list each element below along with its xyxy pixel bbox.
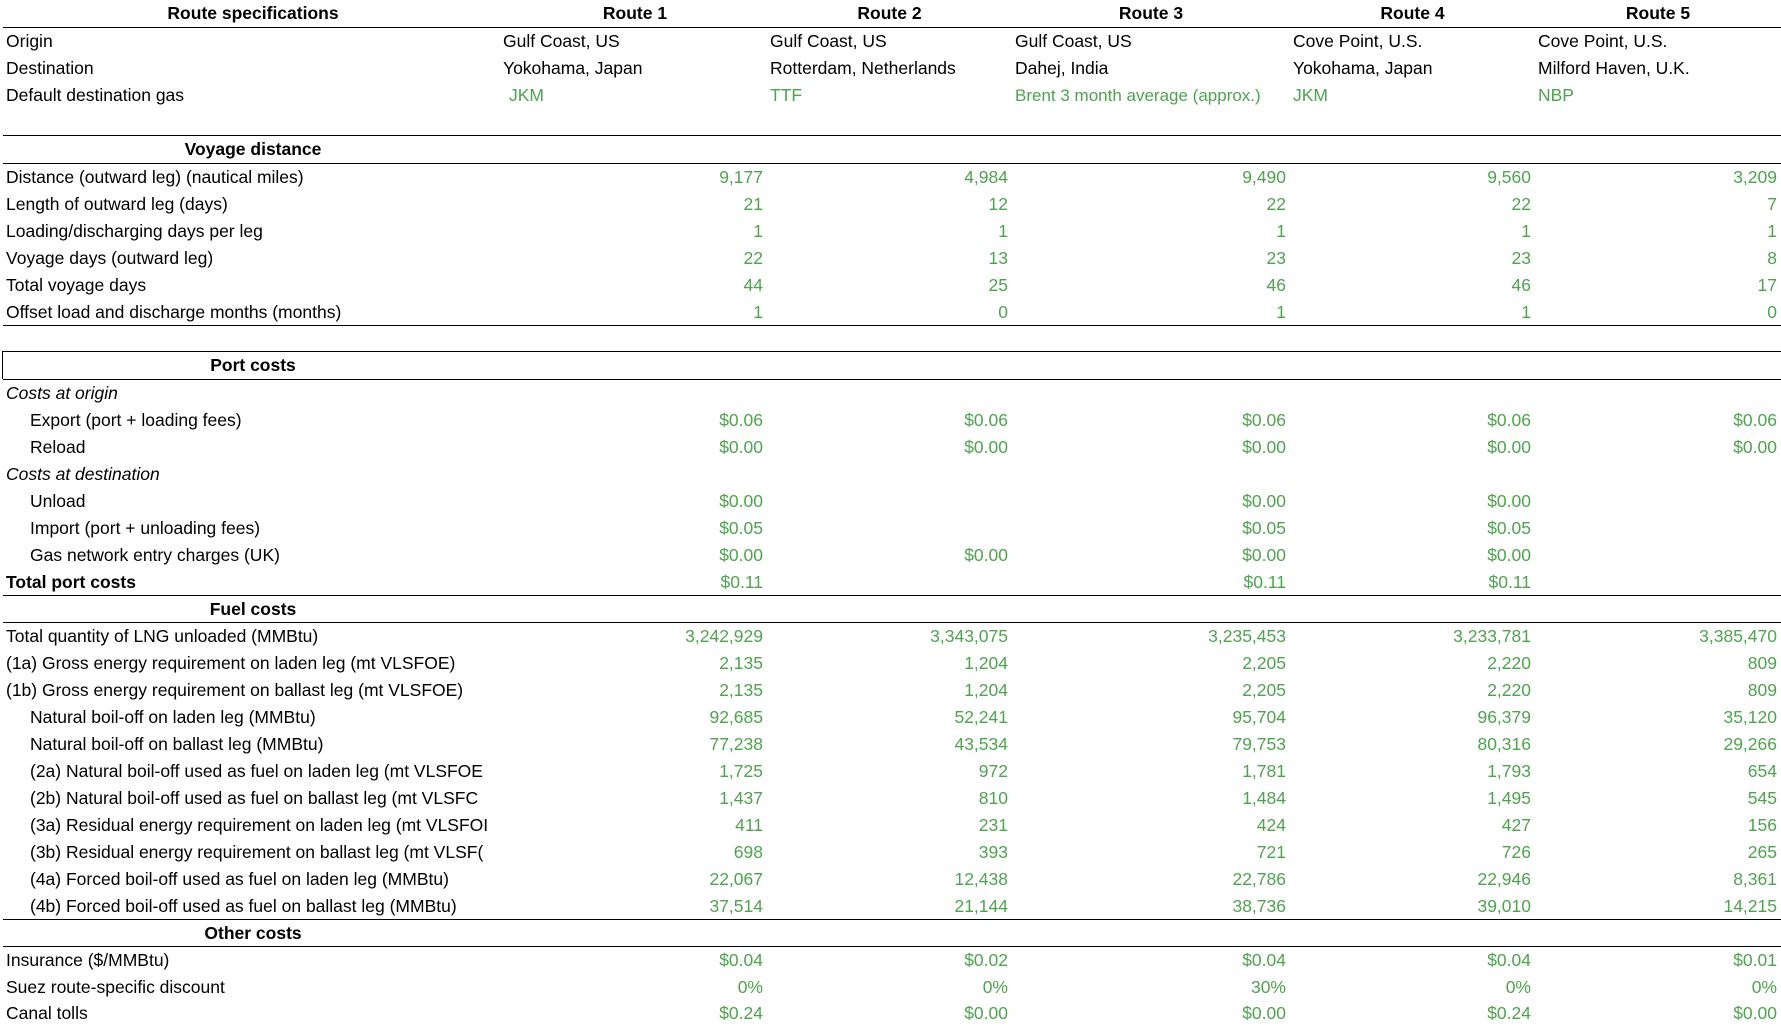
port-row — [3, 515, 1781, 542]
voyage-section-title[interactable]: Voyage distance — [184, 139, 322, 159]
cell[interactable]: 427 — [1501, 815, 1531, 835]
cell[interactable]: $0.02 — [964, 950, 1008, 970]
cell[interactable]: 14,215 — [1723, 896, 1777, 916]
port-section-title[interactable]: Port costs — [210, 355, 296, 375]
cell[interactable]: 2,135 — [719, 653, 763, 673]
cell[interactable]: 0% — [1751, 977, 1777, 997]
cell[interactable]: 23 — [1511, 248, 1531, 268]
cell[interactable]: 2,135 — [719, 680, 763, 700]
cell[interactable]: $0.00 — [1242, 437, 1286, 457]
cell[interactable]: 972 — [978, 761, 1008, 781]
cell[interactable]: $0.04 — [1487, 950, 1531, 970]
cell[interactable]: 1,204 — [964, 680, 1008, 700]
cell[interactable] — [1535, 488, 1781, 515]
cell[interactable]: 1,725 — [719, 761, 763, 781]
cell[interactable]: $0.06 — [964, 410, 1008, 430]
cell[interactable]: 7 — [1767, 194, 1777, 214]
cell[interactable]: 1 — [1521, 302, 1531, 322]
cell[interactable]: $0.00 — [719, 545, 763, 565]
cell[interactable]: Gulf Coast, US — [503, 31, 620, 51]
cell[interactable]: 8 — [1767, 248, 1777, 268]
port-row — [3, 488, 1781, 515]
cell[interactable]: 654 — [1747, 761, 1777, 781]
other-section-title[interactable]: Other costs — [204, 923, 302, 943]
voyage-row — [3, 272, 1781, 299]
row-label[interactable]: Total quantity of LNG unloaded (MMBtu) — [6, 626, 319, 646]
fuel-section-title-row — [3, 596, 1781, 623]
voyage-bottom-rule — [3, 325, 1781, 326]
row-label[interactable]: Unload — [30, 491, 86, 511]
row-label[interactable]: (4b) Forced boil-off used as fuel on ballast leg (MMBtu) — [30, 896, 457, 916]
row-label[interactable]: Origin — [6, 31, 53, 51]
cell[interactable]: 1,495 — [1487, 788, 1531, 808]
cell[interactable]: 726 — [1501, 842, 1531, 862]
route-specifications-header[interactable]: Route specifications — [167, 3, 339, 23]
row-label[interactable]: Length of outward leg (days) — [6, 194, 228, 214]
cell[interactable]: 4,984 — [964, 167, 1008, 187]
row-label[interactable]: Voyage days (outward leg) — [6, 248, 214, 268]
fuel-row — [3, 650, 1781, 677]
port-row — [3, 542, 1781, 569]
voyage-row — [3, 299, 1781, 326]
fuel-row — [3, 812, 1781, 839]
cell[interactable]: $0.06 — [1242, 410, 1286, 430]
cell[interactable]: $0.24 — [719, 1003, 763, 1023]
cell[interactable]: 1 — [1276, 302, 1286, 322]
port-section-title-row — [3, 352, 1781, 379]
cell[interactable]: 77,238 — [709, 734, 763, 754]
cell[interactable] — [767, 515, 1012, 542]
cell[interactable]: 1 — [1276, 221, 1286, 241]
port-row — [3, 434, 1781, 461]
total-port-costs-label[interactable]: Total port costs — [6, 572, 136, 592]
cell[interactable]: Milford Haven, U.K. — [1538, 58, 1690, 78]
cell[interactable]: 29,266 — [1723, 734, 1777, 754]
cell[interactable]: 0 — [1767, 302, 1777, 322]
fuel-row — [3, 758, 1781, 785]
cell[interactable]: 22,786 — [1232, 869, 1286, 889]
cell[interactable]: 1 — [753, 221, 763, 241]
cell[interactable]: Brent 3 month average (approx.) — [1015, 86, 1261, 105]
cell[interactable]: Yokohama, Japan — [503, 58, 643, 78]
cell[interactable]: 12 — [988, 194, 1008, 214]
cell[interactable]: $0.05 — [1487, 518, 1531, 538]
cell[interactable]: $0.06 — [719, 410, 763, 430]
cell[interactable]: 44 — [743, 275, 763, 295]
row-label[interactable]: (3b) Residual energy requirement on ballast leg (mt VLSF( — [30, 842, 484, 862]
cell[interactable]: 22 — [1511, 194, 1531, 214]
fuel-row — [3, 623, 1781, 650]
row-label[interactable]: Natural boil-off on ballast leg (MMBtu) — [30, 734, 324, 754]
cell[interactable]: 1,781 — [1242, 761, 1286, 781]
cell[interactable]: JKM — [509, 85, 544, 105]
cell[interactable]: 3,343,075 — [930, 626, 1008, 646]
cell[interactable]: 9,177 — [719, 167, 763, 187]
port-row — [3, 407, 1781, 434]
fuel-section-title[interactable]: Fuel costs — [209, 599, 297, 619]
cell[interactable]: 3,235,453 — [1208, 626, 1286, 646]
fuel-row — [3, 893, 1781, 920]
cell[interactable]: 545 — [1747, 788, 1777, 808]
row-label[interactable]: (3a) Residual energy requirement on laden leg (mt VLSFOI — [30, 815, 489, 835]
cell[interactable]: $0.04 — [1242, 950, 1286, 970]
costs-at-origin-label[interactable]: Costs at origin — [6, 383, 118, 403]
cell[interactable]: $0.00 — [719, 437, 763, 457]
cell[interactable]: 22 — [743, 248, 763, 268]
cell[interactable]: 25 — [988, 275, 1008, 295]
cell[interactable]: 37,514 — [709, 896, 763, 916]
cell[interactable]: 21 — [743, 194, 763, 214]
row-label[interactable]: Loading/discharging days per leg — [6, 221, 263, 241]
cell[interactable] — [1535, 569, 1781, 596]
cell[interactable]: Rotterdam, Netherlands — [770, 58, 956, 78]
cell[interactable]: 30% — [1250, 977, 1286, 997]
cell[interactable]: 1 — [1521, 221, 1531, 241]
route-2-header[interactable]: Route 2 — [857, 3, 922, 23]
fuel-row — [3, 704, 1781, 731]
cell[interactable]: 35,120 — [1723, 707, 1777, 727]
spec-row-default-gas — [3, 82, 1781, 109]
row-label[interactable]: Offset load and discharge months (months) — [6, 302, 342, 322]
row-label[interactable]: (1a) Gross energy requirement on laden leg (mt VLSFOE) — [6, 653, 456, 673]
cell[interactable]: Yokohama, Japan — [1293, 58, 1433, 78]
fuel-row — [3, 866, 1781, 893]
cell[interactable]: 80,316 — [1477, 734, 1531, 754]
route-1-header[interactable]: Route 1 — [602, 3, 668, 23]
costs-at-destination-label[interactable]: Costs at destination — [6, 464, 160, 484]
fuel-row — [3, 677, 1781, 704]
cell[interactable]: 0% — [737, 977, 763, 997]
cell[interactable]: $0.11 — [1243, 572, 1286, 592]
cell[interactable]: NBP — [1538, 85, 1574, 105]
cell[interactable]: $0.06 — [1733, 410, 1777, 430]
cell[interactable]: 22,946 — [1477, 869, 1531, 889]
cell[interactable]: 23 — [1266, 248, 1286, 268]
cell[interactable]: 1,204 — [964, 653, 1008, 673]
cell[interactable] — [767, 488, 1012, 515]
cell[interactable]: 46 — [1266, 275, 1286, 295]
cell[interactable]: 38,736 — [1232, 896, 1286, 916]
cell[interactable]: $0.04 — [719, 950, 763, 970]
row-label[interactable]: Destination — [6, 58, 94, 78]
row-label[interactable]: (2b) Natural boil-off used as fuel on ballast leg (mt VLSFC — [30, 788, 479, 808]
row-label[interactable]: Suez route-specific discount — [6, 977, 225, 997]
cell[interactable] — [1535, 515, 1781, 542]
cell[interactable]: Cove Point, U.S. — [1538, 31, 1668, 51]
spec-row-origin — [3, 28, 1781, 55]
cell[interactable]: 13 — [988, 248, 1008, 268]
port-dest-group-row — [3, 461, 1781, 488]
cell[interactable]: 22,067 — [709, 869, 763, 889]
row-label[interactable]: Gas network entry charges (UK) — [30, 545, 280, 565]
row-label[interactable]: (1b) Gross energy requirement on ballast leg (mt VLSFOE) — [6, 680, 464, 700]
cell[interactable]: 1,484 — [1242, 788, 1286, 808]
cell[interactable]: 393 — [978, 842, 1008, 862]
cell[interactable]: $0.05 — [719, 518, 763, 538]
voyage-row — [3, 191, 1781, 218]
cell[interactable]: Gulf Coast, US — [770, 31, 887, 51]
cell[interactable]: $0.00 — [964, 545, 1008, 565]
cell[interactable]: $0.00 — [1487, 491, 1531, 511]
cell[interactable]: $0.00 — [719, 491, 763, 511]
cell[interactable]: $0.00 — [1487, 545, 1531, 565]
cell[interactable]: Dahej, India — [1015, 58, 1109, 78]
cell[interactable]: $0.24 — [1487, 1003, 1531, 1023]
cell[interactable]: $0.11 — [720, 572, 763, 592]
cell[interactable]: 3,209 — [1733, 167, 1777, 187]
cell[interactable]: 3,233,781 — [1453, 626, 1531, 646]
route-5-header[interactable]: Route 5 — [1625, 3, 1691, 23]
cell[interactable]: $0.06 — [1487, 410, 1531, 430]
cell[interactable]: $0.00 — [1242, 545, 1286, 565]
spec-row-destination — [3, 55, 1781, 82]
row-label[interactable]: (4a) Forced boil-off used as fuel on laden leg (MMBtu) — [30, 869, 449, 889]
row-label[interactable]: Insurance ($/MMBtu) — [6, 950, 170, 970]
cell[interactable]: 3,385,470 — [1699, 626, 1777, 646]
cell[interactable]: 17 — [1757, 275, 1777, 295]
cell[interactable]: JKM — [1293, 85, 1328, 105]
cell[interactable]: 809 — [1747, 653, 1777, 673]
cell[interactable] — [767, 569, 1012, 596]
row-label[interactable]: Natural boil-off on laden leg (MMBtu) — [30, 707, 316, 727]
cell[interactable]: 156 — [1747, 815, 1777, 835]
cell[interactable]: 721 — [1256, 842, 1286, 862]
cell[interactable]: $0.11 — [1488, 572, 1531, 592]
fuel-row — [3, 839, 1781, 866]
cell[interactable]: 0% — [982, 977, 1008, 997]
header-row — [3, 0, 1781, 27]
row-label[interactable]: Default destination gas — [6, 85, 185, 105]
cell[interactable]: $0.00 — [1242, 1003, 1286, 1023]
cell[interactable]: TTF — [770, 85, 803, 105]
cell[interactable]: 9,560 — [1487, 167, 1531, 187]
cell[interactable]: 2,220 — [1487, 680, 1531, 700]
row-label[interactable]: (2a) Natural boil-off used as fuel on laden leg (mt VLSFOE — [30, 761, 483, 781]
cell[interactable]: 265 — [1747, 842, 1777, 862]
voyage-section-title-row — [3, 136, 1781, 163]
cell[interactable]: 1 — [1767, 221, 1777, 241]
voyage-row — [3, 164, 1781, 191]
cell[interactable]: Cove Point, U.S. — [1293, 31, 1423, 51]
cell[interactable]: 22 — [1266, 194, 1286, 214]
cell[interactable]: 46 — [1511, 275, 1531, 295]
cell[interactable]: $0.01 — [1733, 950, 1777, 970]
port-total-row — [3, 569, 1781, 596]
route-4-header[interactable]: Route 4 — [1380, 3, 1445, 23]
cell[interactable]: 2,205 — [1242, 680, 1286, 700]
cell[interactable]: 12,438 — [954, 869, 1008, 889]
other-row — [3, 947, 1781, 974]
cell[interactable]: 79,753 — [1232, 734, 1286, 754]
cell[interactable]: 92,685 — [709, 707, 763, 727]
cell[interactable]: 1 — [998, 221, 1008, 241]
port-origin-group-row — [3, 380, 1781, 407]
cell[interactable]: $0.00 — [1487, 437, 1531, 457]
cell[interactable]: 43,534 — [954, 734, 1008, 754]
cell[interactable]: $0.00 — [1733, 437, 1777, 457]
cell[interactable]: 411 — [735, 815, 763, 835]
other-section-title-row — [3, 920, 1781, 947]
cell[interactable]: 1,793 — [1487, 761, 1531, 781]
fuel-row — [3, 785, 1781, 812]
voyage-row — [3, 245, 1781, 272]
cell[interactable]: 1 — [753, 302, 763, 322]
cell[interactable]: $0.00 — [1733, 1003, 1777, 1023]
cell[interactable]: 39,010 — [1477, 896, 1531, 916]
fuel-row — [3, 731, 1781, 758]
other-row — [3, 974, 1781, 1001]
cell[interactable] — [1535, 542, 1781, 569]
cell[interactable]: 96,379 — [1477, 707, 1531, 727]
cell[interactable]: 21,144 — [954, 896, 1008, 916]
voyage-row — [3, 218, 1781, 245]
cell[interactable]: 424 — [1256, 815, 1286, 835]
row-label[interactable]: Export (port + loading fees) — [30, 410, 242, 430]
cell[interactable]: $0.05 — [1242, 518, 1286, 538]
cell[interactable]: 52,241 — [954, 707, 1008, 727]
row-label[interactable]: Canal tolls — [6, 1003, 88, 1023]
cell[interactable]: 95,704 — [1232, 707, 1286, 727]
cell[interactable]: 2,205 — [1242, 653, 1286, 673]
row-label[interactable]: Reload — [30, 437, 86, 457]
cell[interactable]: 1,437 — [719, 788, 763, 808]
cell[interactable]: 231 — [978, 815, 1008, 835]
cell[interactable]: 2,220 — [1487, 653, 1531, 673]
cell[interactable]: 810 — [978, 788, 1008, 808]
row-label[interactable]: Distance (outward leg) (nautical miles) — [6, 167, 304, 187]
route-3-header[interactable]: Route 3 — [1118, 3, 1184, 23]
cell[interactable]: 0% — [1505, 977, 1531, 997]
cell[interactable]: 8,361 — [1733, 869, 1777, 889]
cell[interactable]: Gulf Coast, US — [1015, 31, 1132, 51]
cell[interactable]: $0.00 — [964, 1003, 1008, 1023]
row-label[interactable]: Import (port + unloading fees) — [30, 518, 261, 538]
cell[interactable]: 9,490 — [1242, 167, 1286, 187]
row-label[interactable]: Total voyage days — [6, 275, 147, 295]
cell[interactable]: 698 — [733, 842, 763, 862]
cell[interactable]: 809 — [1747, 680, 1777, 700]
other-row — [3, 1000, 1781, 1027]
cell[interactable]: $0.00 — [964, 437, 1008, 457]
cell[interactable]: 0 — [998, 302, 1008, 322]
cell[interactable]: $0.00 — [1242, 491, 1286, 511]
cell[interactable]: 3,242,929 — [685, 626, 763, 646]
